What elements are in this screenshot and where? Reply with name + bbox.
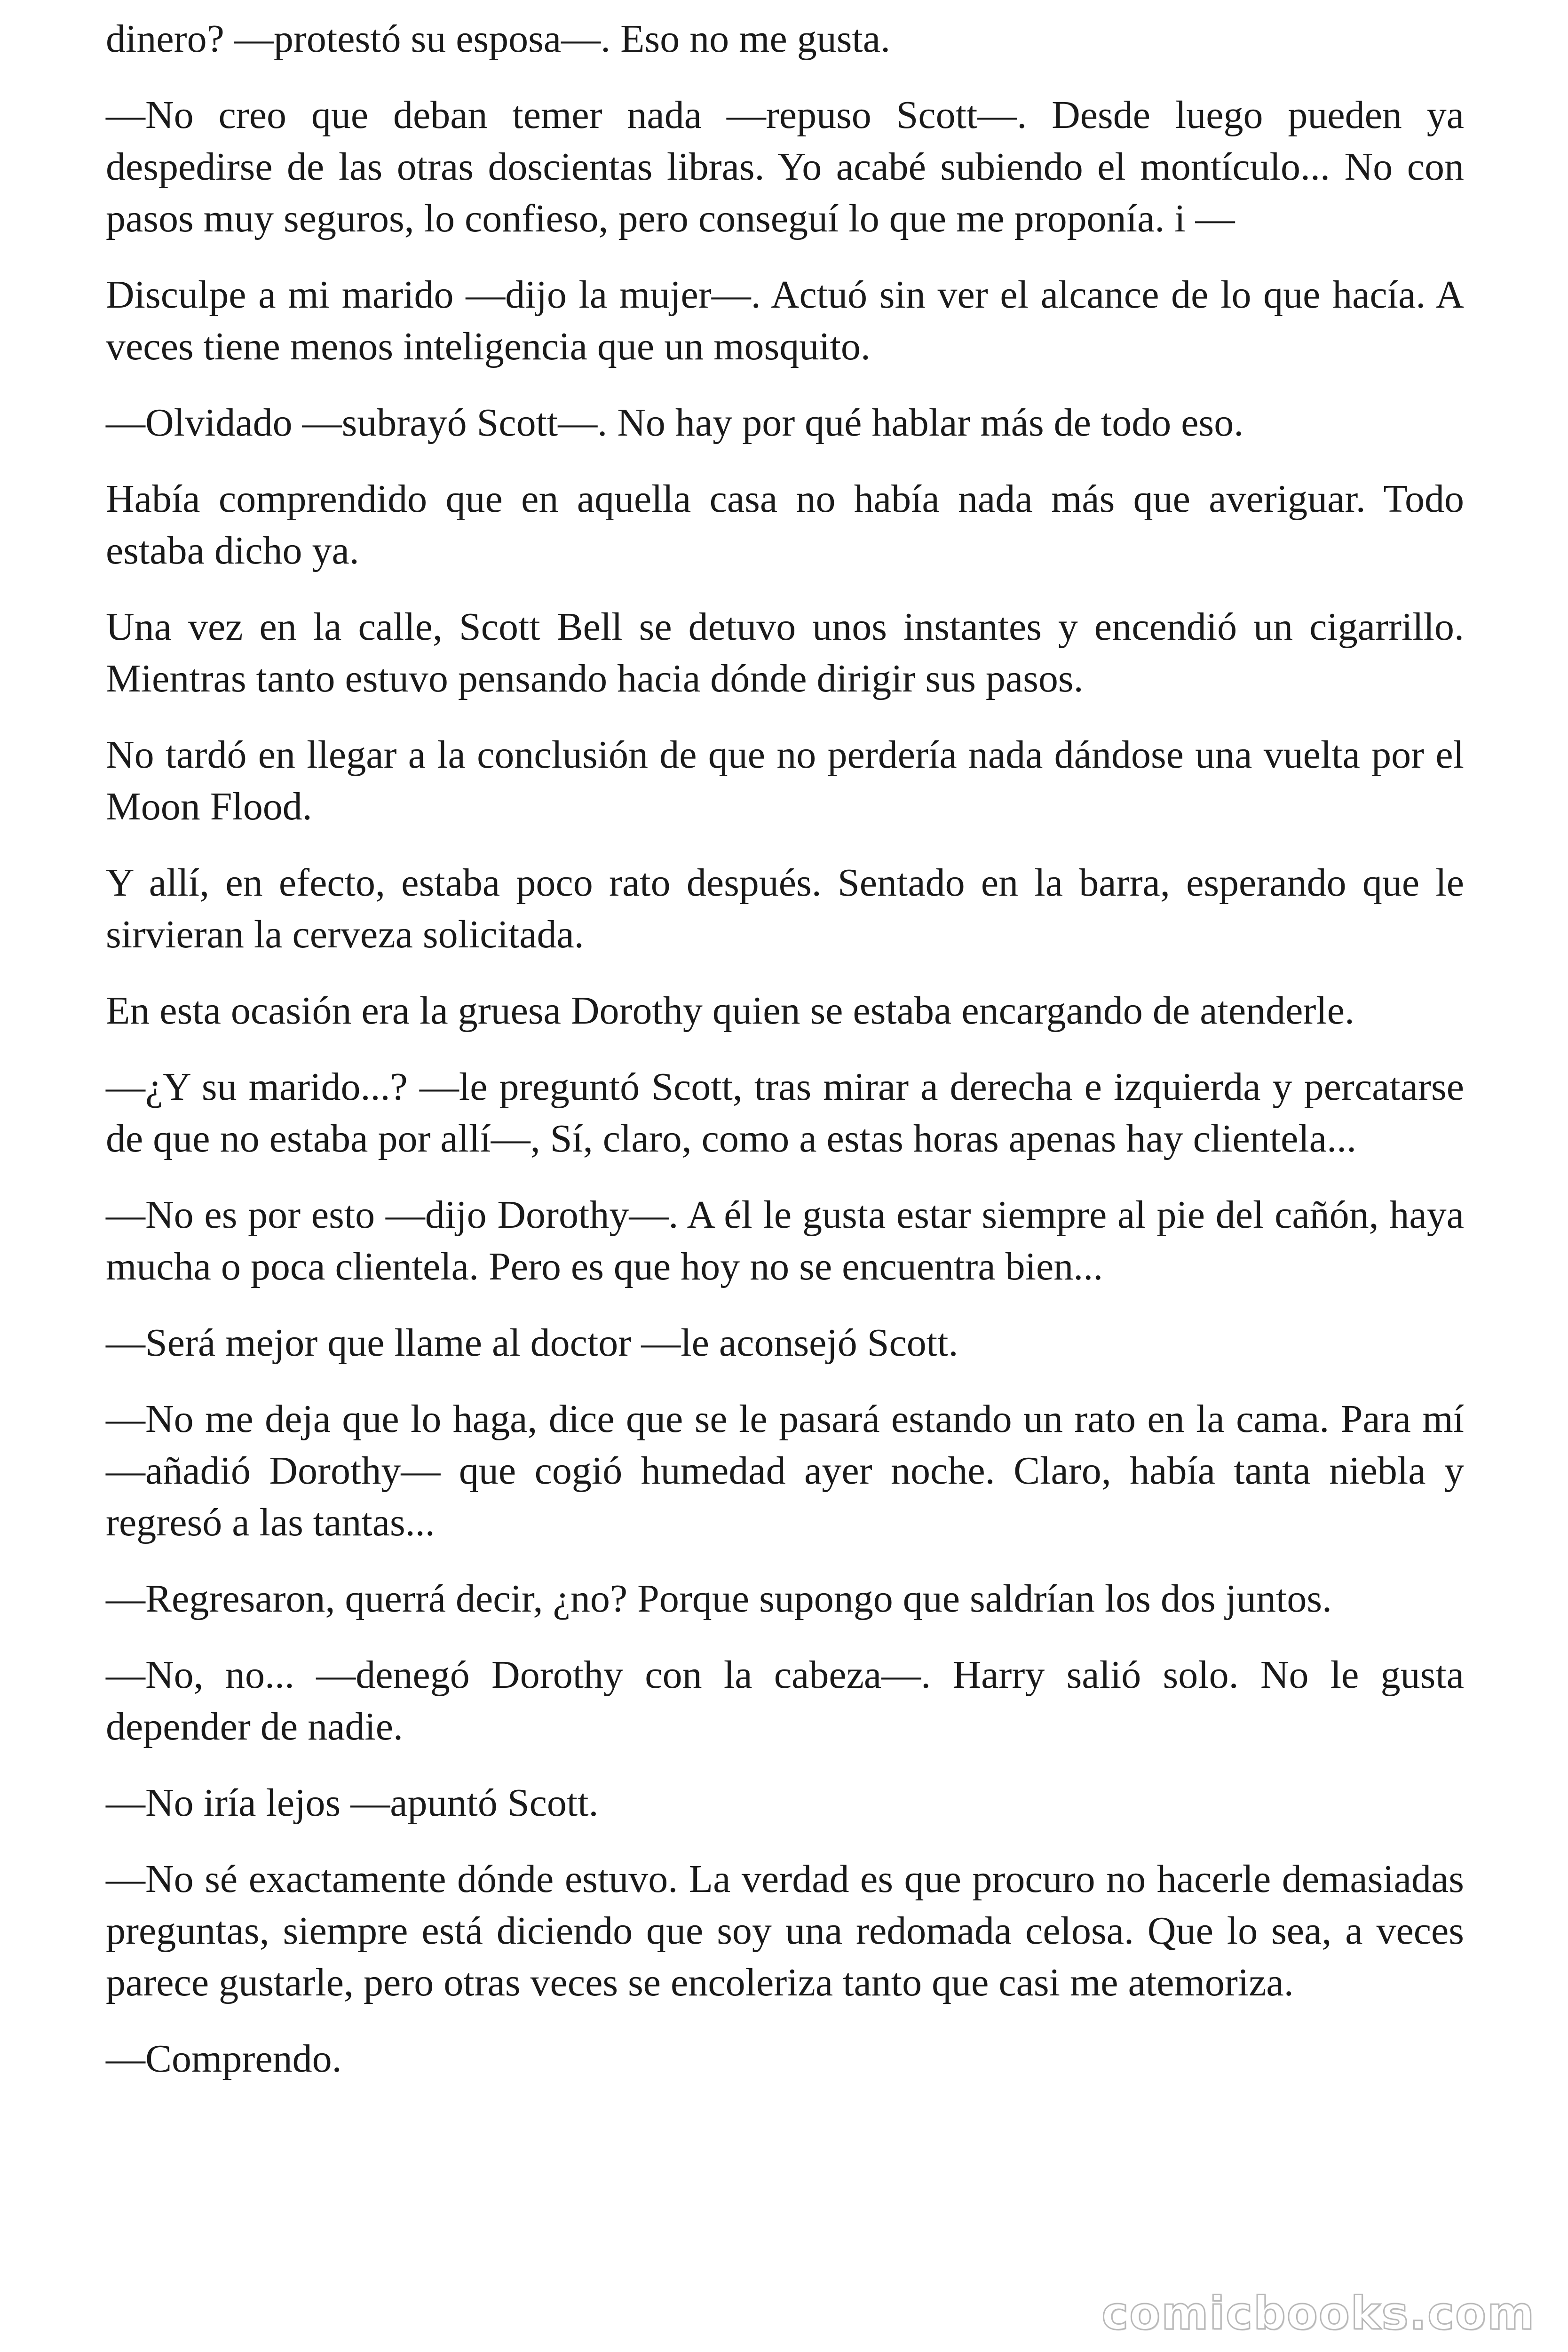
- paragraph: —Regresaron, querrá decir, ¿no? Porque supongo que saldrían los dos juntos.: [106, 1577, 1332, 1621]
- paragraph: —No es por esto —dijo Dorothy—. A él le gusta estar siempre al pie del cañón, haya mucha o poca clientela. Pero es que hoy no se encuentra bien...: [106, 1193, 1464, 1288]
- paragraph: —Será mejor que llame al doctor —le aconsejó Scott.: [106, 1321, 958, 1365]
- paragraph: —No me deja que lo haga, dice que se le pasará estando un rato en la cama. Para mí —añadió Dorothy— que cogió humedad ayer noche. Claro, había tanta niebla y regresó a las tantas...: [106, 1397, 1464, 1544]
- paragraph: —¿Y su marido...? —le preguntó Scott, tras mirar a derecha e izquierda y percatarse de que no estaba por allí—, Sí, claro, como a estas horas apenas hay clientela...: [106, 1065, 1464, 1160]
- document-body: [106, 13, 1464, 2085]
- site-watermark: comicbooks.com: [1101, 2287, 1535, 2340]
- paragraph: No tardó en llegar a la conclusión de que no perdería nada dándose una vuelta por el Moon Flood.: [106, 733, 1464, 828]
- paragraph: Había comprendido que en aquella casa no había nada más que averiguar. Todo estaba dicho ya.: [106, 477, 1464, 572]
- paragraph: —Comprendo.: [106, 2037, 342, 2081]
- paragraph: Y allí, en efecto, estaba poco rato después. Sentado en la barra, esperando que le sirvieran la cerveza solicitada.: [106, 861, 1464, 956]
- paragraph: —No iría lejos —apuntó Scott.: [106, 1781, 599, 1825]
- paragraph: —No, no... —denegó Dorothy con la cabeza—. Harry salió solo. No le gusta depender de nadie.: [106, 1653, 1464, 1748]
- paragraph: En esta ocasión era la gruesa Dorothy quien se estaba encargando de atenderle.: [106, 989, 1354, 1033]
- paragraph: Disculpe a mi marido —dijo la mujer—. Actuó sin ver el alcance de lo que hacía. A veces tiene menos inteligencia que un mosquito.: [106, 273, 1464, 368]
- paragraph: —Olvidado —subrayó Scott—. No hay por qué hablar más de todo eso.: [106, 401, 1244, 445]
- paragraph: dinero? —protestó su esposa—. Eso no me gusta.: [106, 17, 891, 61]
- paragraph: —No creo que deban temer nada —repuso Scott—. Desde luego pueden ya despedirse de las otras doscientas libras. Yo acabé subiendo el montículo... No con pasos muy seguros, lo confieso, pero conseguí lo que me proponía. i —: [106, 93, 1464, 240]
- paragraph: Una vez en la calle, Scott Bell se detuvo unos instantes y encendió un cigarrillo. Mientras tanto estuvo pensando hacia dónde dirigir sus pasos.: [106, 605, 1464, 700]
- paragraph: —No sé exactamente dónde estuvo. La verdad es que procuro no hacerle demasiadas preguntas, siempre está diciendo que soy una redomada celosa. Que lo sea, a veces parece gustarle, pero otras veces se encoleriza tanto que casi me atemoriza.: [106, 1857, 1464, 2004]
